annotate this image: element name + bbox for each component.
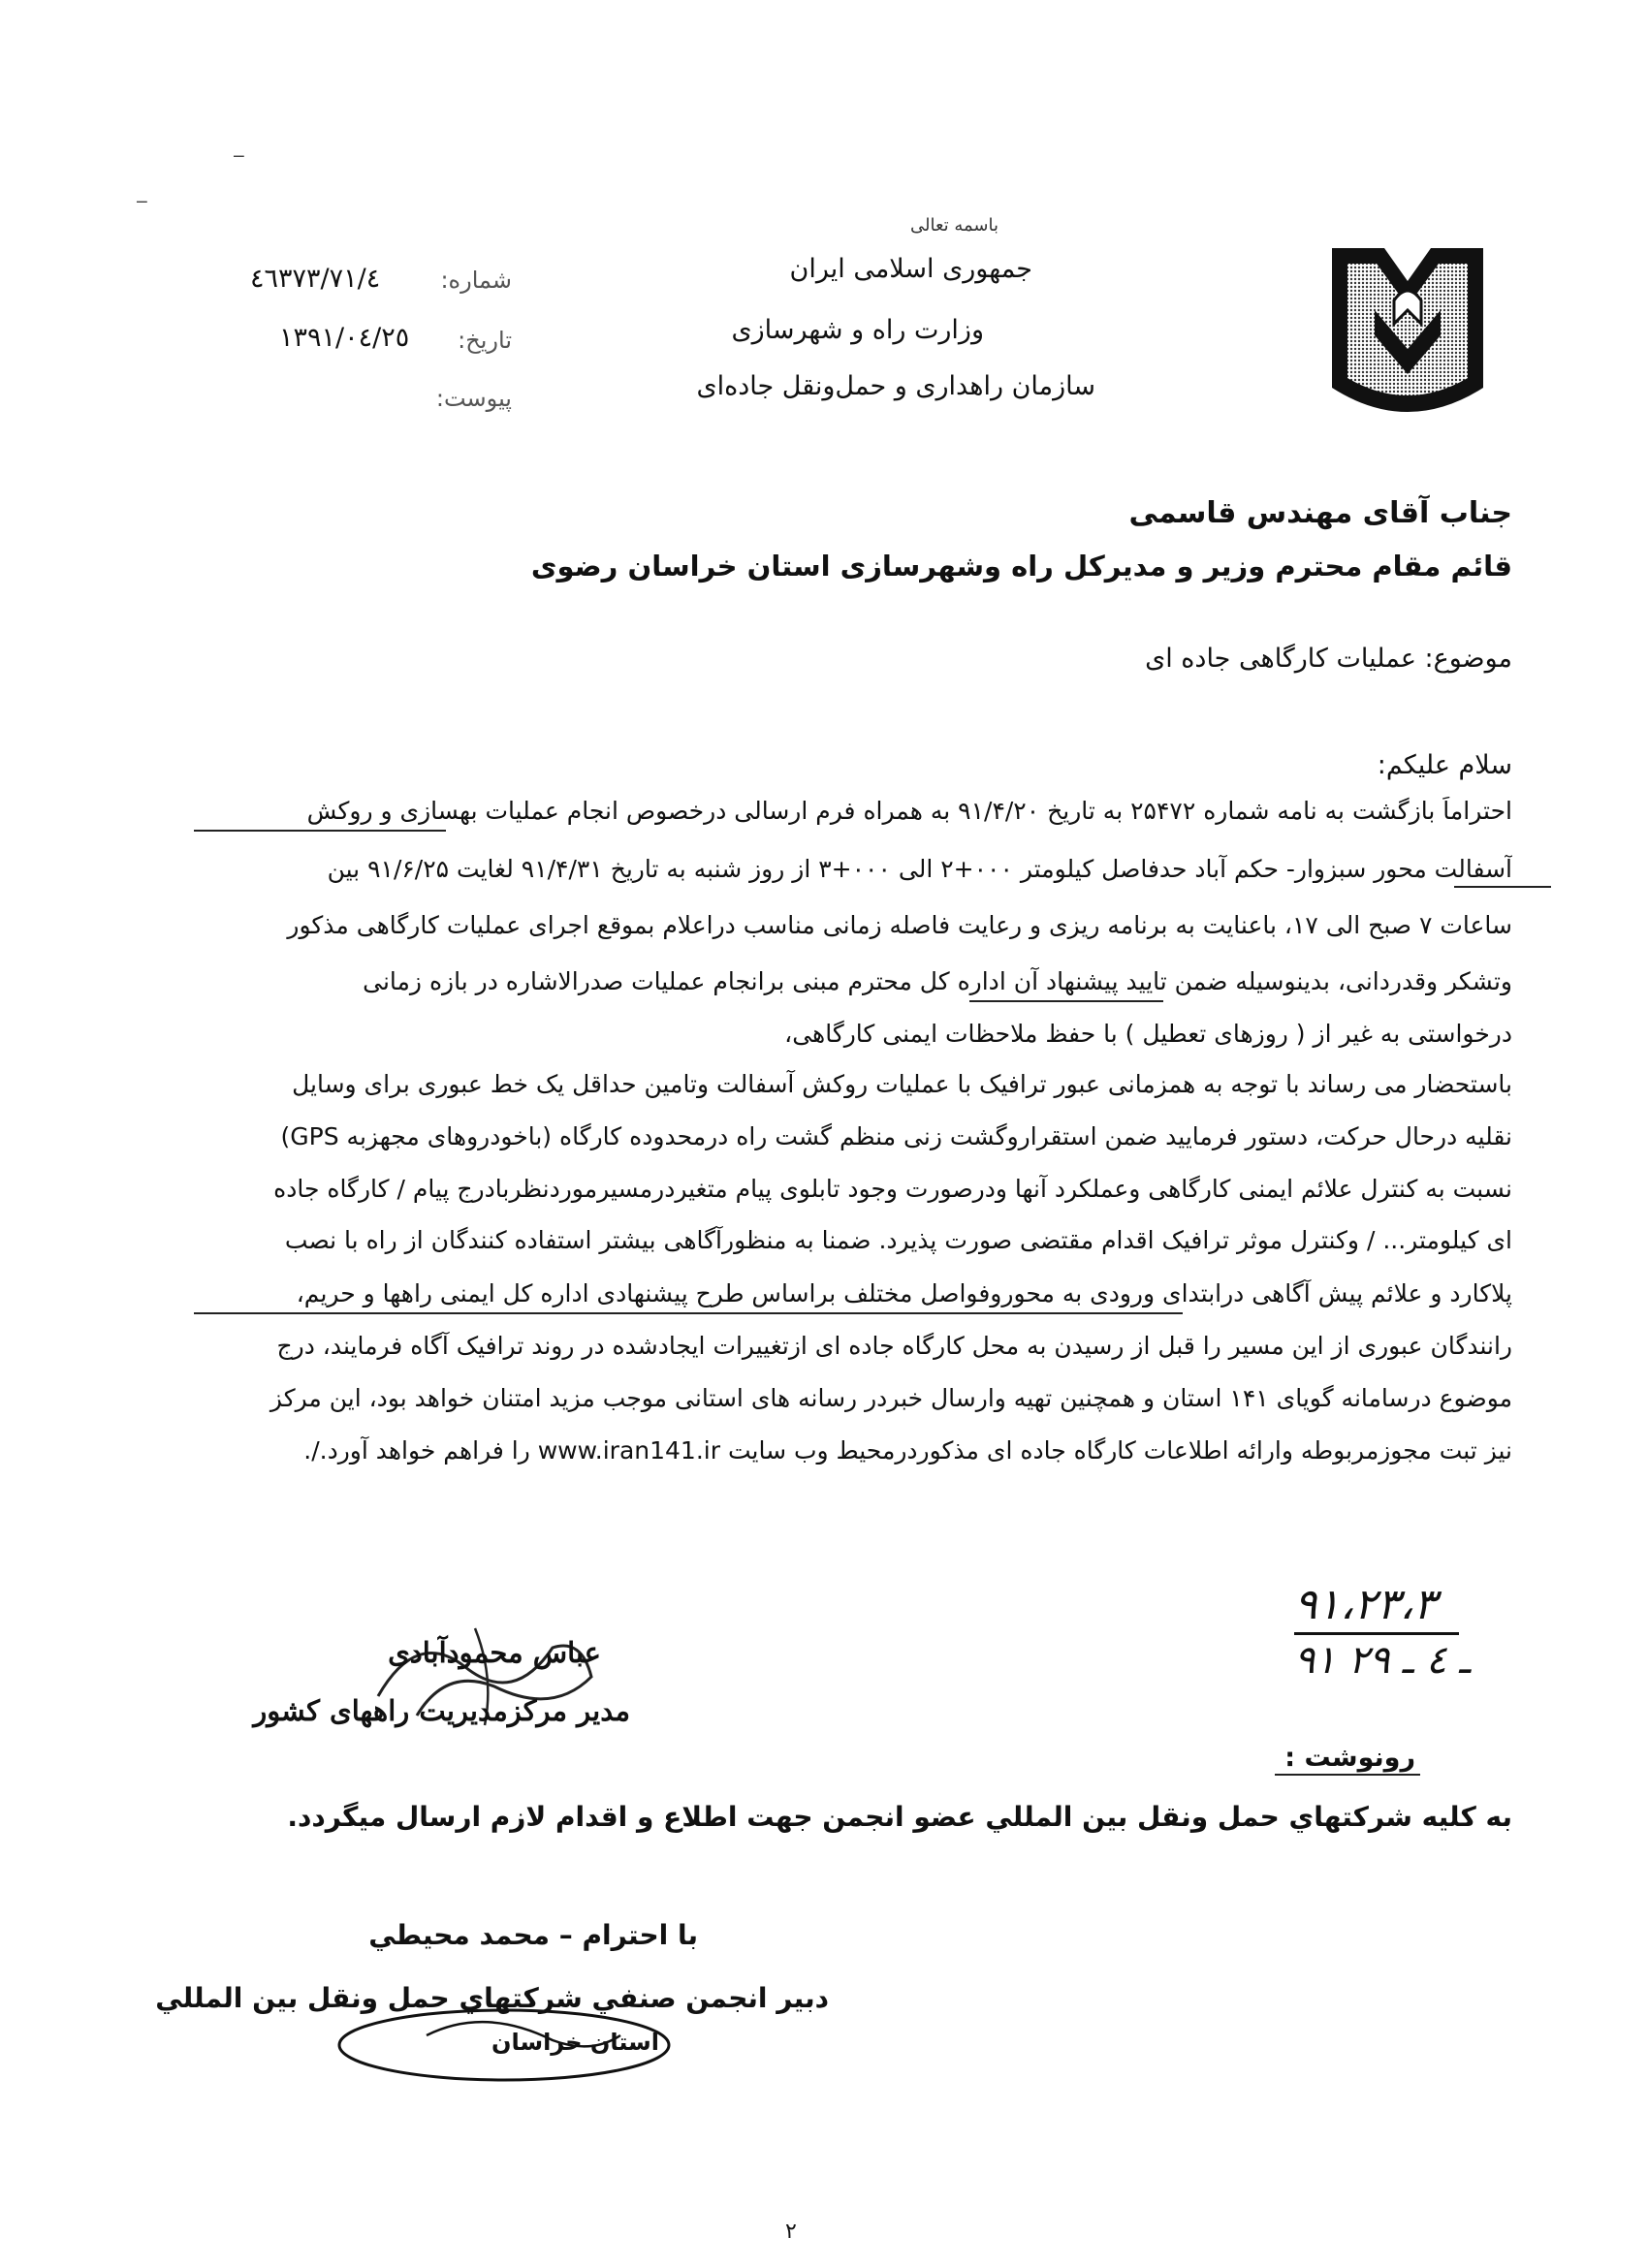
body-line-8: نسبت به کنترل علائم ایمنی کارگاهی وعملکرد آنها ودرصورت وجود تابلوی پیام متغیردرمسیرموردنظربادرج پیام / کارگاه جاده: [273, 1175, 1512, 1203]
org-line-1: جمهوری اسلامی ایران: [789, 254, 1032, 284]
page-number: ۲: [785, 2220, 797, 2244]
letter-date-label: تاریخ:: [458, 327, 512, 354]
letter-number-value: ٤٦٣٧٣/٧١/٤: [250, 264, 381, 294]
handwritten-date-1: ۹۱،۲۳،۳: [1294, 1580, 1437, 1629]
subject-line: موضوع: عملیات کارگاهی جاده ای: [1145, 644, 1512, 674]
body-line-7: نقلیه درحال حرکت، دستور فرمایید ضمن استقراروگشت زنی منظم گشت راه درمحدوده کارگاه (باخودروهای مجهزبه GPS): [280, 1122, 1512, 1150]
underline-mark: [194, 830, 446, 832]
body-line-13: نیز تبت مجوزمربوطه وارائه اطلاعات کارگاه جاده ای مذکوردرمحیط وب سایت www.iran141.ir را فراهم خواهد آورد./.: [303, 1436, 1512, 1465]
salutation: سلام علیکم:: [1377, 750, 1512, 780]
org-line-3: سازمان راهداری و حمل‌ونقل جاده‌ای: [696, 371, 1095, 401]
body-line-6: باستحضار می رساند با توجه به همزمانی عبور ترافیک با عملیات روکش آسفالت وتامین حداقل یک خط عبوری برای وسایل: [292, 1070, 1512, 1098]
letter-number-label: شماره:: [440, 267, 512, 294]
attachment-label: پیوست:: [435, 385, 512, 412]
bismillah: باسمه تعالی: [909, 215, 998, 236]
handwritten-date-2: ۹۱ ـ ٤ ـ ۲۹: [1294, 1638, 1471, 1683]
ministry-logo-icon: [1326, 242, 1489, 417]
addressee-name: جناب آقای مهندس قاسمی: [1128, 496, 1512, 530]
closing-title: دبير انجمن صنفي شركتهاي حمل ونقل بين المللي: [155, 1982, 829, 2014]
scan-mark: ‒: [136, 189, 148, 212]
body-line-12: موضوع درسامانه گویای ۱۴۱ استان و همچنین تهیه وارسال خبردر رسانه های استانی موجب مزید امتنان خواهد بود، این مرکز: [269, 1384, 1512, 1412]
handwritten-line: [1294, 1632, 1459, 1635]
cc-underline: [1275, 1774, 1420, 1776]
signatory-name: عباس محمودآبادی: [388, 1636, 601, 1669]
body-line-1: احتراماً بازگشت به نامه شماره ۲۵۴۷۲ به تاریخ ۹۱/۴/۲۰ به همراه فرم ارسالی درخصوص انجام عملیات بهسازی و روکش: [306, 797, 1512, 825]
addressee-title: قائم مقام محترم وزیر و مدیرکل راه وشهرسازی استان خراسان رضوی: [530, 550, 1512, 583]
closing-regards: با احترام – محمد محيطي: [368, 1919, 698, 1951]
scan-mark: ‒: [233, 143, 245, 167]
underline-mark: [194, 1312, 1183, 1314]
cc-label: رونوشت :: [1284, 1743, 1415, 1773]
cc-text: به كليه شركتهاي حمل ونقل بين المللي عضو انجمن جهت اطلاع و اقدام لازم ارسال ميگردد.: [287, 1801, 1512, 1833]
signatory-title: مدیر مرکزمدیریت راههای کشور: [253, 1694, 630, 1727]
body-line-11: رانندگان عبوری از این مسیر را قبل از رسیدن به محل کارگاه جاده ای ازتغییرات ایجادشده در روند ترافیک آگاه فرمایند، درج: [276, 1332, 1512, 1360]
underline-mark: [1454, 886, 1551, 888]
body-line-9: ای کیلومتر... / وکنترل موثر ترافیک اقدام مقتضی صورت پذیرد. ضمنا به منظورآگاهی بیشتر استفاده کنندگان از راه با نصب: [284, 1226, 1512, 1254]
org-line-2: وزارت راه و شهرسازی: [731, 315, 984, 345]
body-line-3: ساعات ۷ صبح الی ۱۷، باعنایت به برنامه ریزی و رعایت فاصله زمانی مناسب دراعلام بموقع اجرای عملیات کارگاهی مذکور: [287, 911, 1512, 939]
body-line-4: وتشکر وقدردانی، بدینوسیله ضمن تایید پیشنهاد آن اداره کل محترم مبنی برانجام عملیات صدرالاشاره در بازه زمانی: [363, 967, 1512, 995]
body-line-10: پلاکارد و علائم پیش آگاهی درابتدای ورودی به محوروفواصل مختلف براساس طرح پیشنهادی اداره کل ایمنی راهها و حریم،: [296, 1279, 1512, 1307]
stamp-text: استان خراسان: [491, 2029, 659, 2056]
underline-mark: [969, 1000, 1163, 1002]
letter-date-value: ١٣٩١/٠٤/٢٥: [279, 323, 410, 353]
body-line-2: آسفالت محور سبزوار- حکم آباد حدفاصل کیلومتر ۰۰۰+۲ الی ۰۰۰+۳ از روز شنبه به تاریخ ۹۱/۴/۳۱ لغایت ۹۱/۶/۲۵ بین: [327, 855, 1512, 883]
body-line-5: درخواستی به غیر از ( روزهای تعطیل ) با حفظ ملاحظات ایمنی کارگاهی،: [784, 1020, 1512, 1048]
